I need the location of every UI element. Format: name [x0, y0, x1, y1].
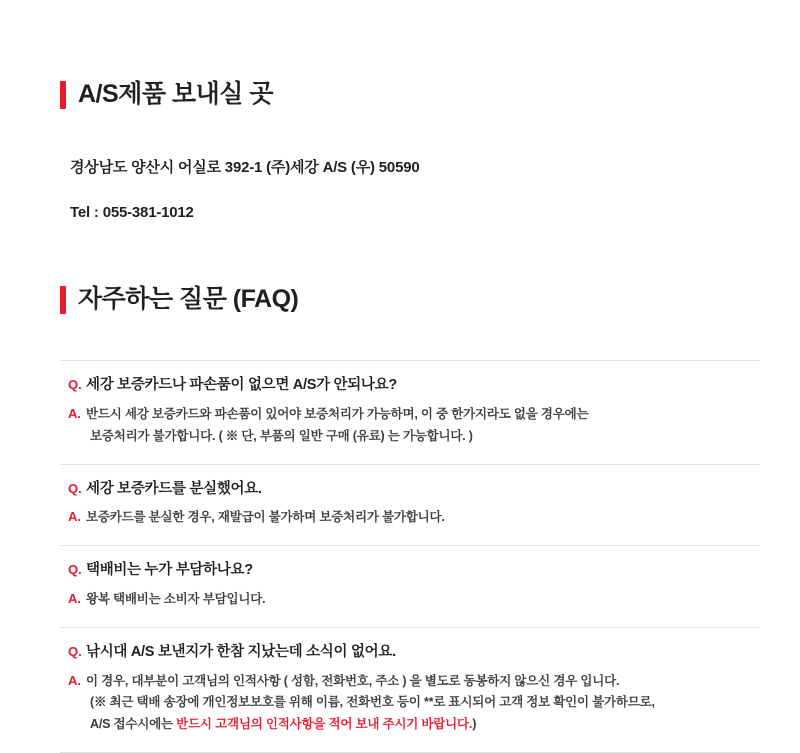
faq-question-text: 택배비는 누가 부담하나요? [86, 562, 253, 579]
faq-item [60, 628, 760, 753]
faq-question-text: 세강 보증카드나 파손품이 없으면 A/S가 안되나요? [86, 377, 397, 393]
answer-marker: A. [68, 590, 81, 606]
faq-answer-line: 왕복 택배비는 소비자 부담입니다. [86, 591, 266, 606]
faq-answer-line: (※ 최근 택배 송장에 개인정보보호를 위해 이름, 전화번호 등이 **로 표시되어 고객 정보 확인이 불가하므로, [90, 695, 655, 710]
faq-item [60, 546, 760, 628]
heading-accent-bar-icon [60, 81, 66, 109]
faq-item [60, 465, 760, 547]
as-address-section [60, 60, 760, 243]
as-address-heading [60, 60, 760, 129]
faq-heading-text: 자주하는 질문 (FAQ) [78, 284, 299, 313]
faq-answer-line: 보증카드를 분실한 경우, 재발급이 불가하며 보증처리가 불가합니다. [86, 510, 445, 525]
faq-answer-text [86, 671, 655, 737]
answer-marker: A. [68, 672, 81, 688]
faq-answer-text [86, 507, 445, 529]
question-marker: Q. [68, 480, 82, 496]
faq-answer-highlight: 반드시 고객님의 인적사항을 적어 보내 주시기 바랍니다. [176, 717, 473, 732]
faq-heading [60, 265, 760, 334]
faq-answer-line: 보증처리가 불가합니다. ( ※ 단, 부품의 일반 구매 (유료) 는 가능합니다. ) [90, 428, 473, 443]
faq-question-text: 세강 보증카드를 분실했어요. [86, 480, 262, 497]
answer-marker: A. [68, 405, 81, 421]
question-marker: Q. [68, 562, 82, 578]
as-address-heading-text: A/S제품 보내실 곳 [78, 79, 273, 108]
faq-section [60, 265, 760, 753]
as-address-lines [70, 153, 760, 228]
faq-answer-line-highlighted [86, 714, 655, 736]
faq-answer-row [60, 507, 760, 529]
faq-answer-text [86, 589, 265, 611]
as-address-phone-line: Tel : 055-381-1012 [70, 204, 194, 221]
heading-accent-bar-icon [60, 286, 66, 314]
faq-answer-row [60, 589, 760, 611]
faq-question-row [60, 375, 760, 397]
faq-answer-suffix: ) [472, 717, 477, 732]
faq-answer-text [86, 404, 588, 448]
question-marker: Q. [68, 643, 82, 659]
faq-question-row [60, 560, 760, 582]
faq-answer-prefix: A/S 접수시에는 [90, 717, 177, 732]
faq-item [60, 361, 760, 465]
faq-answer-row [60, 671, 760, 737]
as-address-line-1: 경상남도 양산시 어실로 392-1 (주)세강 A/S (우) 50590 [70, 159, 420, 176]
faq-question-text: 낚시대 A/S 보낸지가 한참 지났는데 소식이 없어요. [86, 643, 396, 660]
faq-question-row [60, 479, 760, 501]
question-marker: Q. [68, 377, 82, 392]
faq-list [60, 360, 760, 753]
faq-question-row [60, 642, 760, 664]
answer-marker: A. [68, 509, 81, 525]
faq-answer-row [60, 404, 760, 448]
faq-answer-line: 이 경우, 대부분이 고객님의 인적사항 ( 성함, 전화번호, 주소 ) 을 별도로 동봉하지 않으신 경우 입니다. [86, 673, 620, 688]
faq-answer-line: 반드시 세강 보증카드와 파손품이 있어야 보증처리가 가능하며, 이 중 한가지라도 없을 경우에는 [86, 406, 589, 421]
